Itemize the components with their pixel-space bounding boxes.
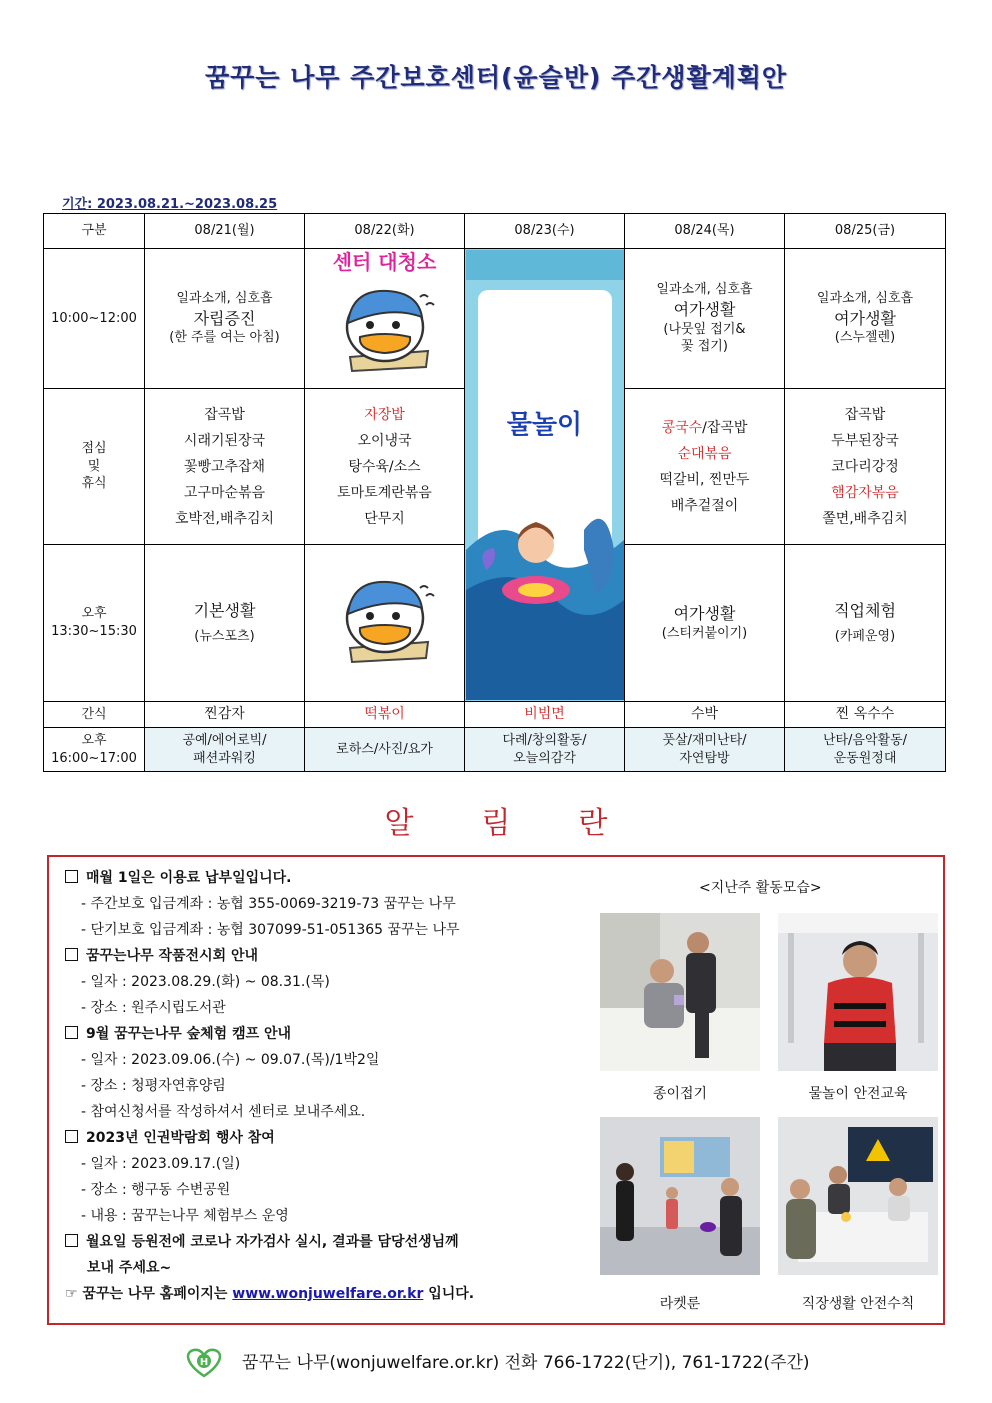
lunch-tue-item: 오이냉국: [357, 432, 412, 449]
am-fri-sub: (스누젤렌): [834, 330, 896, 346]
time-late: [44, 728, 145, 772]
notice-item-head: 꿈꾸는나무 작품전시회 안내: [65, 943, 585, 969]
am-thu-main: 여가생활: [673, 299, 736, 319]
duck-cleaning-illustration: [330, 279, 440, 379]
lunch-thu-item: [625, 415, 784, 441]
notice-item-sub: - 내용 : 꿈꾸는나무 체험부스 운영: [81, 1208, 289, 1224]
header-thu: 08/24(목): [625, 214, 785, 249]
lunch-mon-item: 잡곡밥: [204, 406, 245, 423]
homepage-prefix: ☞ 꿈꾸는 나무 홈페이지는: [65, 1286, 228, 1302]
photo-workplace-safety: [778, 1117, 938, 1275]
header-fri: 08/25(금): [785, 214, 946, 249]
am-mon-sub: (한 주를 여는 아침): [169, 330, 280, 346]
duck-cleaning-illustration: [330, 570, 440, 670]
late-thu-line: 자연탐방: [679, 750, 730, 766]
lunch-tue-item: 탕수육/소스: [348, 458, 421, 475]
pm-fri-main: 직업체험: [834, 601, 896, 621]
late-mon: [145, 728, 305, 772]
pm-thu-main: 여가생활: [673, 604, 736, 624]
am-thu: [625, 249, 785, 389]
snack-thu: 수박: [625, 702, 785, 728]
late-wed: [465, 728, 625, 772]
lunch-thu-item: 떡갈비, 찐만두: [659, 471, 750, 488]
header-wed: 08/23(수): [465, 214, 625, 249]
notice-item-sub: - 일자 : 2023.09.06.(수) ~ 09.07.(목)/1박2일: [81, 1052, 380, 1068]
lunch-fri: [785, 389, 946, 545]
am-mon-main: 자립증진: [193, 308, 256, 328]
lunch-thu-red: 콩국수: [661, 419, 703, 436]
late-thu: [625, 728, 785, 772]
pm-fri: [785, 545, 946, 702]
lunch-tue-item: 토마토계란볶음: [337, 484, 432, 501]
lunch-fri-item: 잡곡밥: [844, 406, 886, 423]
photo-label: 직장생활 안전수칙: [801, 1296, 915, 1312]
late-fri: [785, 728, 946, 772]
am-fri: [785, 249, 946, 389]
header-category: 구분: [44, 214, 145, 249]
checkbox-icon: [65, 1234, 78, 1247]
am-tue: [305, 249, 465, 389]
checkbox-icon: [65, 870, 78, 883]
am-thu-top: 일과소개, 심호흡: [656, 282, 753, 298]
water-play-label: 물놀이: [506, 410, 583, 440]
photo-label: 물놀이 안전교육: [808, 1086, 908, 1102]
period-label: 기간: 2023.08.21.~2023.08.25: [62, 197, 278, 212]
am-thu-sub2: 꽃 접기): [681, 339, 728, 355]
pm-mon: [145, 545, 305, 702]
notice-box: [47, 855, 945, 1325]
lunch-thu-item: 배추겉절이: [670, 497, 739, 514]
lunch-label-3: 휴식: [81, 476, 107, 492]
lunch-thu-rest: /잡곡밥: [702, 419, 748, 436]
notice-item-sub: - 장소 : 청평자연휴양림: [81, 1078, 226, 1094]
checkbox-icon: [65, 948, 78, 961]
pm-mon-main: 기본생활: [193, 601, 256, 621]
snack-mon: 찐감자: [145, 702, 305, 728]
lunch-fri-item: 쫄면,배추김치: [822, 510, 908, 527]
time-lunch: [44, 389, 145, 545]
snack-fri: 찐 옥수수: [785, 702, 946, 728]
photos-caption: <지난주 활동모습>: [699, 880, 822, 896]
notice-item-sub: - 장소 : 원주시립도서관: [81, 1000, 226, 1016]
notice-title: 알림란: [384, 806, 676, 841]
footer: [0, 1348, 992, 1378]
pm-label-1: 오후: [81, 606, 107, 622]
notice-item-sub: - 일자 : 2023.08.29.(화) ~ 08.31.(목): [81, 974, 330, 990]
time-pm: [44, 545, 145, 702]
notice-item-sub: - 참여신청서를 작성하셔서 센터로 보내주세요.: [81, 1104, 366, 1120]
am-fri-top: 일과소개, 심호흡: [816, 291, 914, 307]
lunch-mon-item: 호박전,배추김치: [174, 510, 275, 527]
photo-origami: [600, 913, 760, 1071]
snack-tue: 떡볶이: [305, 702, 465, 728]
homepage-suffix: 입니다.: [428, 1286, 475, 1302]
lunch-label-2: 및: [87, 458, 101, 474]
water-play-illustration: [466, 250, 624, 700]
pm-thu: [625, 545, 785, 702]
lunch-mon-item: 꽃빵고추잡채: [183, 458, 266, 475]
lunch-label-1: 점심: [81, 441, 107, 457]
am-fri-main: 여가생활: [834, 308, 896, 328]
lunch-thu: [625, 389, 785, 545]
late-fri-line: 난타/음악활동/: [822, 732, 908, 748]
notice-item-head: 매월 1일은 이용료 납부일입니다.: [65, 865, 585, 891]
photo-racket: [600, 1117, 760, 1275]
checkbox-icon: [65, 1130, 78, 1143]
pm-tue: [305, 545, 465, 702]
late-tue: [305, 728, 465, 772]
am-thu-sub1: (나뭇잎 접기&: [663, 321, 746, 337]
pm-fri-sub: (카페운영): [834, 629, 896, 645]
notice-item-head: 월요일 등원전에 코로나 자가검사 실시, 결과를 담당선생님께: [65, 1229, 585, 1255]
lunch-fri-item: 코다리강정: [831, 458, 899, 475]
late-mon-line: 공예/에어로빅/: [182, 732, 267, 748]
lunch-mon-item: 고구마순볶음: [183, 484, 266, 501]
water-play-cell: [465, 249, 625, 702]
lunch-thu-item: 순대볶음: [677, 445, 732, 462]
page-title: 꿈꾸는 나무 주간보호센터(윤슬반) 주간생활계획안: [204, 63, 788, 92]
late-wed-line: 다례/창의활동/: [502, 732, 587, 748]
header-mon: 08/21(월): [145, 214, 305, 249]
am-mon-top: 일과소개, 심호흡: [176, 291, 273, 307]
notice-item-sub: - 일자 : 2023.09.17.(일): [81, 1156, 241, 1172]
photo-label: 종이접기: [652, 1086, 708, 1102]
late-mon-line: 패션과워킹: [193, 750, 256, 766]
heart-logo-icon: [182, 1348, 226, 1378]
pm-thu-sub: (스티커붙이기): [661, 626, 748, 642]
late-label-1: 오후: [81, 732, 107, 748]
footer-text: 꿈꾸는 나무(wonjuwelfare.or.kr) 전화 766-1722(단기), 761-1722(주간): [241, 1353, 810, 1373]
lunch-tue-item: 자장밥: [364, 406, 405, 423]
lunch-mon: [145, 389, 305, 545]
notice-item-sub: - 단기보호 입금계좌 : 농협 307099-51-051365 꿈꾸는 나무: [81, 922, 460, 938]
notice-item-head: 9월 꿈꾸는나무 숲체험 캠프 안내: [65, 1021, 585, 1047]
snack-wed: 비빔면: [465, 702, 625, 728]
pm-mon-sub: (뉴스포츠): [194, 629, 255, 645]
weekly-plan-table: [43, 213, 946, 772]
time-am: 10:00~12:00: [44, 249, 145, 389]
pm-label-2: 13:30~15:30: [51, 624, 137, 639]
logo-letter: H: [200, 1357, 209, 1368]
lunch-tue: [305, 389, 465, 545]
late-tue-line: 로하스/사진/요가: [336, 741, 433, 757]
late-label-2: 16:00~17:00: [51, 750, 137, 766]
photo-label: 라켓룬: [659, 1296, 701, 1312]
checkbox-icon: [65, 1026, 78, 1039]
notice-item-continued: 보내 주세요~: [87, 1260, 172, 1276]
notice-item-sub: - 주간보호 입금계좌 : 농협 355-0069-3219-73 꿈꾸는 나무: [81, 896, 456, 912]
am-mon: [145, 249, 305, 389]
photo-water-safety: [778, 913, 938, 1071]
snack-label: 간식: [44, 702, 145, 728]
lunch-mon-item: 시래기된장국: [183, 432, 266, 449]
homepage-line: [65, 1281, 585, 1307]
header-tue: 08/22(화): [305, 214, 465, 249]
late-fri-line: 운동원정대: [833, 750, 897, 766]
notice-item-head: 2023년 인권박람회 행사 참여: [65, 1125, 585, 1151]
late-wed-line: 오늘의감각: [513, 750, 576, 766]
lunch-fri-item: 두부된장국: [831, 432, 899, 449]
lunch-fri-item: 햄감자볶음: [831, 484, 899, 501]
notice-item-sub: - 장소 : 행구동 수변공원: [81, 1182, 231, 1198]
lunch-tue-item: 단무지: [364, 510, 405, 527]
homepage-link[interactable]: www.wonjuwelfare.or.kr: [232, 1286, 424, 1302]
cleaning-label: 센터 대청소: [332, 250, 437, 274]
late-thu-line: 풋살/재미난타/: [662, 732, 747, 748]
notice-list: [65, 865, 585, 1307]
